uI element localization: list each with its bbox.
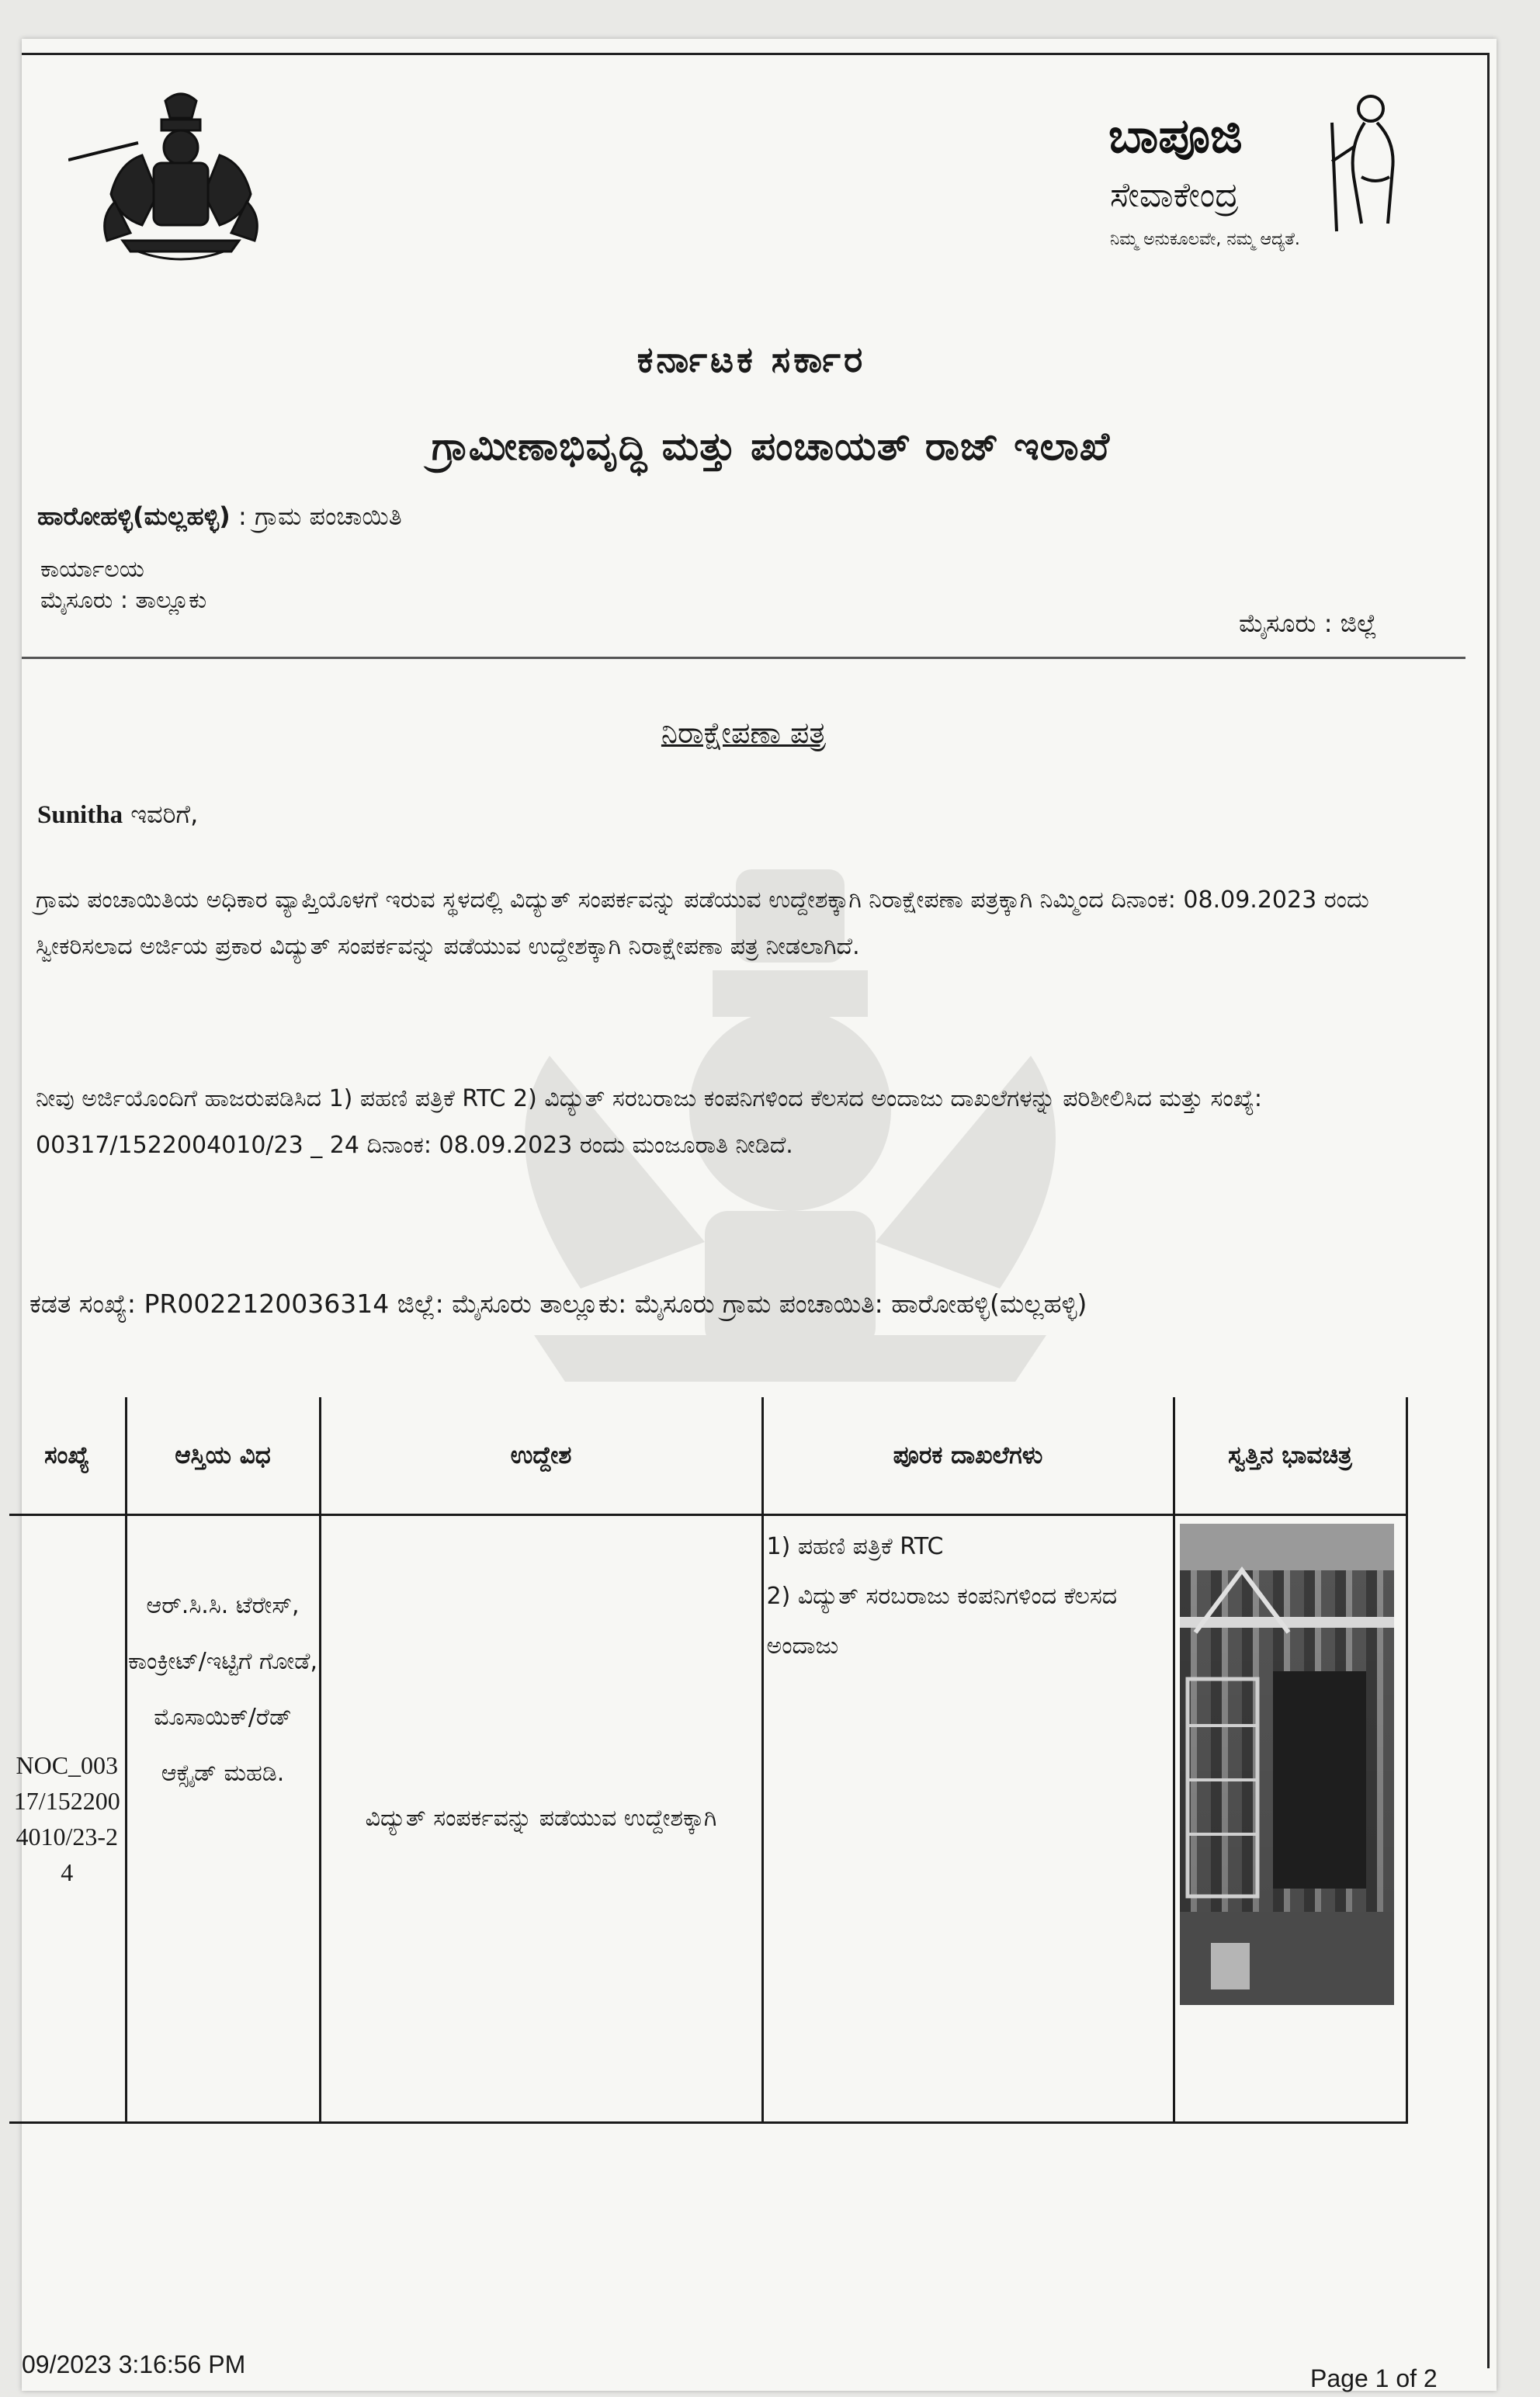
cell-supporting-documents	[762, 1515, 1174, 2123]
department-title: ಗ್ರಾಮೀಣಾಭಿವೃದ್ಧಿ ಮತ್ತು ಪಂಚಾಯತ್ ರಾಜ್ ಇಲಾಖೆ	[431, 424, 1111, 469]
cell-property-type: ಆರ್.ಸಿ.ಸಿ. ಟೆರೇಸ್, ಕಾಂಕ್ರೀಟ್/ಇಟ್ಟಿಗೆ ಗೋಡೆ, ಮೊಸಾಯಿಕ್/ರೆಡ್ ಆಕ್ಸೈಡ್ ಮಹಡಿ.	[126, 1515, 320, 2123]
document-title: ನಿರಾಕ್ಷೇಪಣಾ ಪತ್ರ	[661, 716, 827, 750]
page-number: Page 1 of 2	[1310, 2364, 1438, 2392]
recipient-name: Sunitha	[37, 801, 123, 829]
logo-title: ಬಾಪೂಜಿ	[1108, 107, 1243, 164]
cell-purpose: ವಿದ್ಯುತ್ ಸಂಪರ್ಕವನ್ನು ಪಡೆಯುವ ಉದ್ದೇಶಕ್ಕಾಗಿ	[320, 1515, 762, 2123]
paragraph-documents: ನೀವು ಅರ್ಜಿಯೊಂದಿಗೆ ಹಾಜರುಪಡಿಸಿದ 1) ಪಹಣಿ ಪತ್ರಿಕೆ RTC 2) ವಿದ್ಯುತ್ ಸರಬರಾಜು ಕಂಪನಿಗಳಿಂದ ಕೆಲಸದ ಅಂದಾಜು ದಾಖಲೆಗಳನ್ನು ಪರಿಶೀಲಿಸಿದ ಮತ್ತು ಸಂಖ್ಯೆ: 00317/1522004010/23 _ 24 ದಿನಾಂಕ: 08.09.2023 ರಂದು ಮಂಜೂರಾತಿ ನೀಡಿದೆ.	[36, 1085, 1262, 1159]
print-timestamp: 09/2023 3:16:56 PM	[22, 2350, 246, 2378]
noc-table	[9, 1397, 1408, 2124]
salutation	[37, 800, 198, 830]
gandhi-figure-icon	[1326, 92, 1419, 239]
state-emblem-icon	[68, 85, 293, 272]
header-purpose: ಉದ್ದೇಶ	[320, 1397, 762, 1515]
logo-subtitle: ಸೇವಾಕೇಂದ್ರ	[1110, 175, 1239, 215]
header-property-type: ಆಸ್ತಿಯ ವಿಧ	[126, 1397, 320, 1515]
header-property-photo: ಸ್ವತ್ತಿನ ಭಾವಚಿತ್ರ	[1174, 1397, 1406, 1515]
gram-panchayat-suffix: : ಗ್ರಾಮ ಪಂಚಾಯಿತಿ	[230, 501, 402, 531]
bapuji-sevakendra-logo	[1085, 92, 1427, 278]
table-header-row	[9, 1397, 1406, 1515]
document-item: 1) ಪಹಣಿ ಪತ್ರಿಕೆ RTC	[766, 1533, 944, 1560]
property-photo	[1180, 1524, 1394, 2005]
gram-panchayat-name: ಹಾರೋಹಳ್ಳಿ(ಮಲ್ಲಹಳ್ಳಿ)	[37, 501, 231, 531]
document-item: 2) ವಿದ್ಯುತ್ ಸರಬರಾಜು ಕಂಪನಿಗಳಿಂದ ಕೆಲಸದ ಅಂದಾಜು	[766, 1583, 1118, 1660]
logo-tagline: ನಿಮ್ಮ ಅನುಕೂಲವೇ, ನಮ್ಮ ಆದ್ಯತೆ.	[1110, 230, 1300, 249]
gram-panchayat-line	[37, 501, 402, 532]
header-number: ಸಂಖ್ಯೆ	[9, 1397, 126, 1515]
paragraph-application: ಗ್ರಾಮ ಪಂಚಾಯಿತಿಯ ಅಧಿಕಾರ ವ್ಯಾಪ್ತಿಯೊಳಗೆ ಇರುವ ಸ್ಥಳದಲ್ಲಿ ವಿದ್ಯುತ್ ಸಂಪರ್ಕವನ್ನು ಪಡೆಯುವ ಉದ್ದೇಶಕ್ಕಾಗಿ ನಿರಾಕ್ಷೇಪಣಾ ಪತ್ರಕ್ಕಾಗಿ ನಿಮ್ಮಿಂದ ದಿನಾಂಕ: 08.09.2023 ರಂದು ಸ್ವೀಕರಿಸಲಾದ ಅರ್ಜಿಯ ಪ್ರಕಾರ ವಿದ್ಯುತ್ ಸಂಪರ್ಕವನ್ನು ಪಡೆಯುವ ಉದ್ದೇಶಕ್ಕಾಗಿ ನಿರಾಕ್ಷೇಪಣಾ ಪತ್ರ ನೀಡಲಾಗಿದೆ.	[36, 886, 1369, 960]
record-details: ಕಡತ ಸಂಖ್ಯೆ: PR0022120036314 ಜಿಲ್ಲೆ: ಮೈಸೂರು ತಾಲ್ಲೂಕು: ಮೈಸೂರು ಗ್ರಾಮ ಪಂಚಾಯಿತಿ: ಹಾರೋಹಳ್ಳಿ(ಮಲ್ಲಹಳ್ಳಿ)	[29, 1289, 1087, 1319]
district-label: ಮೈಸೂರು : ಜಿಲ್ಲೆ	[1239, 609, 1378, 638]
document-page	[13, 39, 1497, 2392]
cell-property-photo	[1174, 1515, 1406, 2123]
header-supporting-documents: ಪೂರಕ ದಾಖಲೆಗಳು	[762, 1397, 1174, 1515]
taluk-label: ಮೈಸೂರು : ತಾಲ್ಲೂಕು	[40, 587, 207, 614]
header-divider	[22, 657, 1465, 659]
recipient-suffix: ಇವರಿಗೆ,	[123, 800, 199, 829]
office-label: ಕಾರ್ಯಾಲಯ	[40, 556, 144, 583]
table-row	[9, 1515, 1406, 2123]
cell-noc-number: NOC_00317/1522004010/23-24	[9, 1515, 126, 2123]
government-title: ಕರ್ನಾಟಕ ಸರ್ಕಾರ	[636, 338, 866, 380]
